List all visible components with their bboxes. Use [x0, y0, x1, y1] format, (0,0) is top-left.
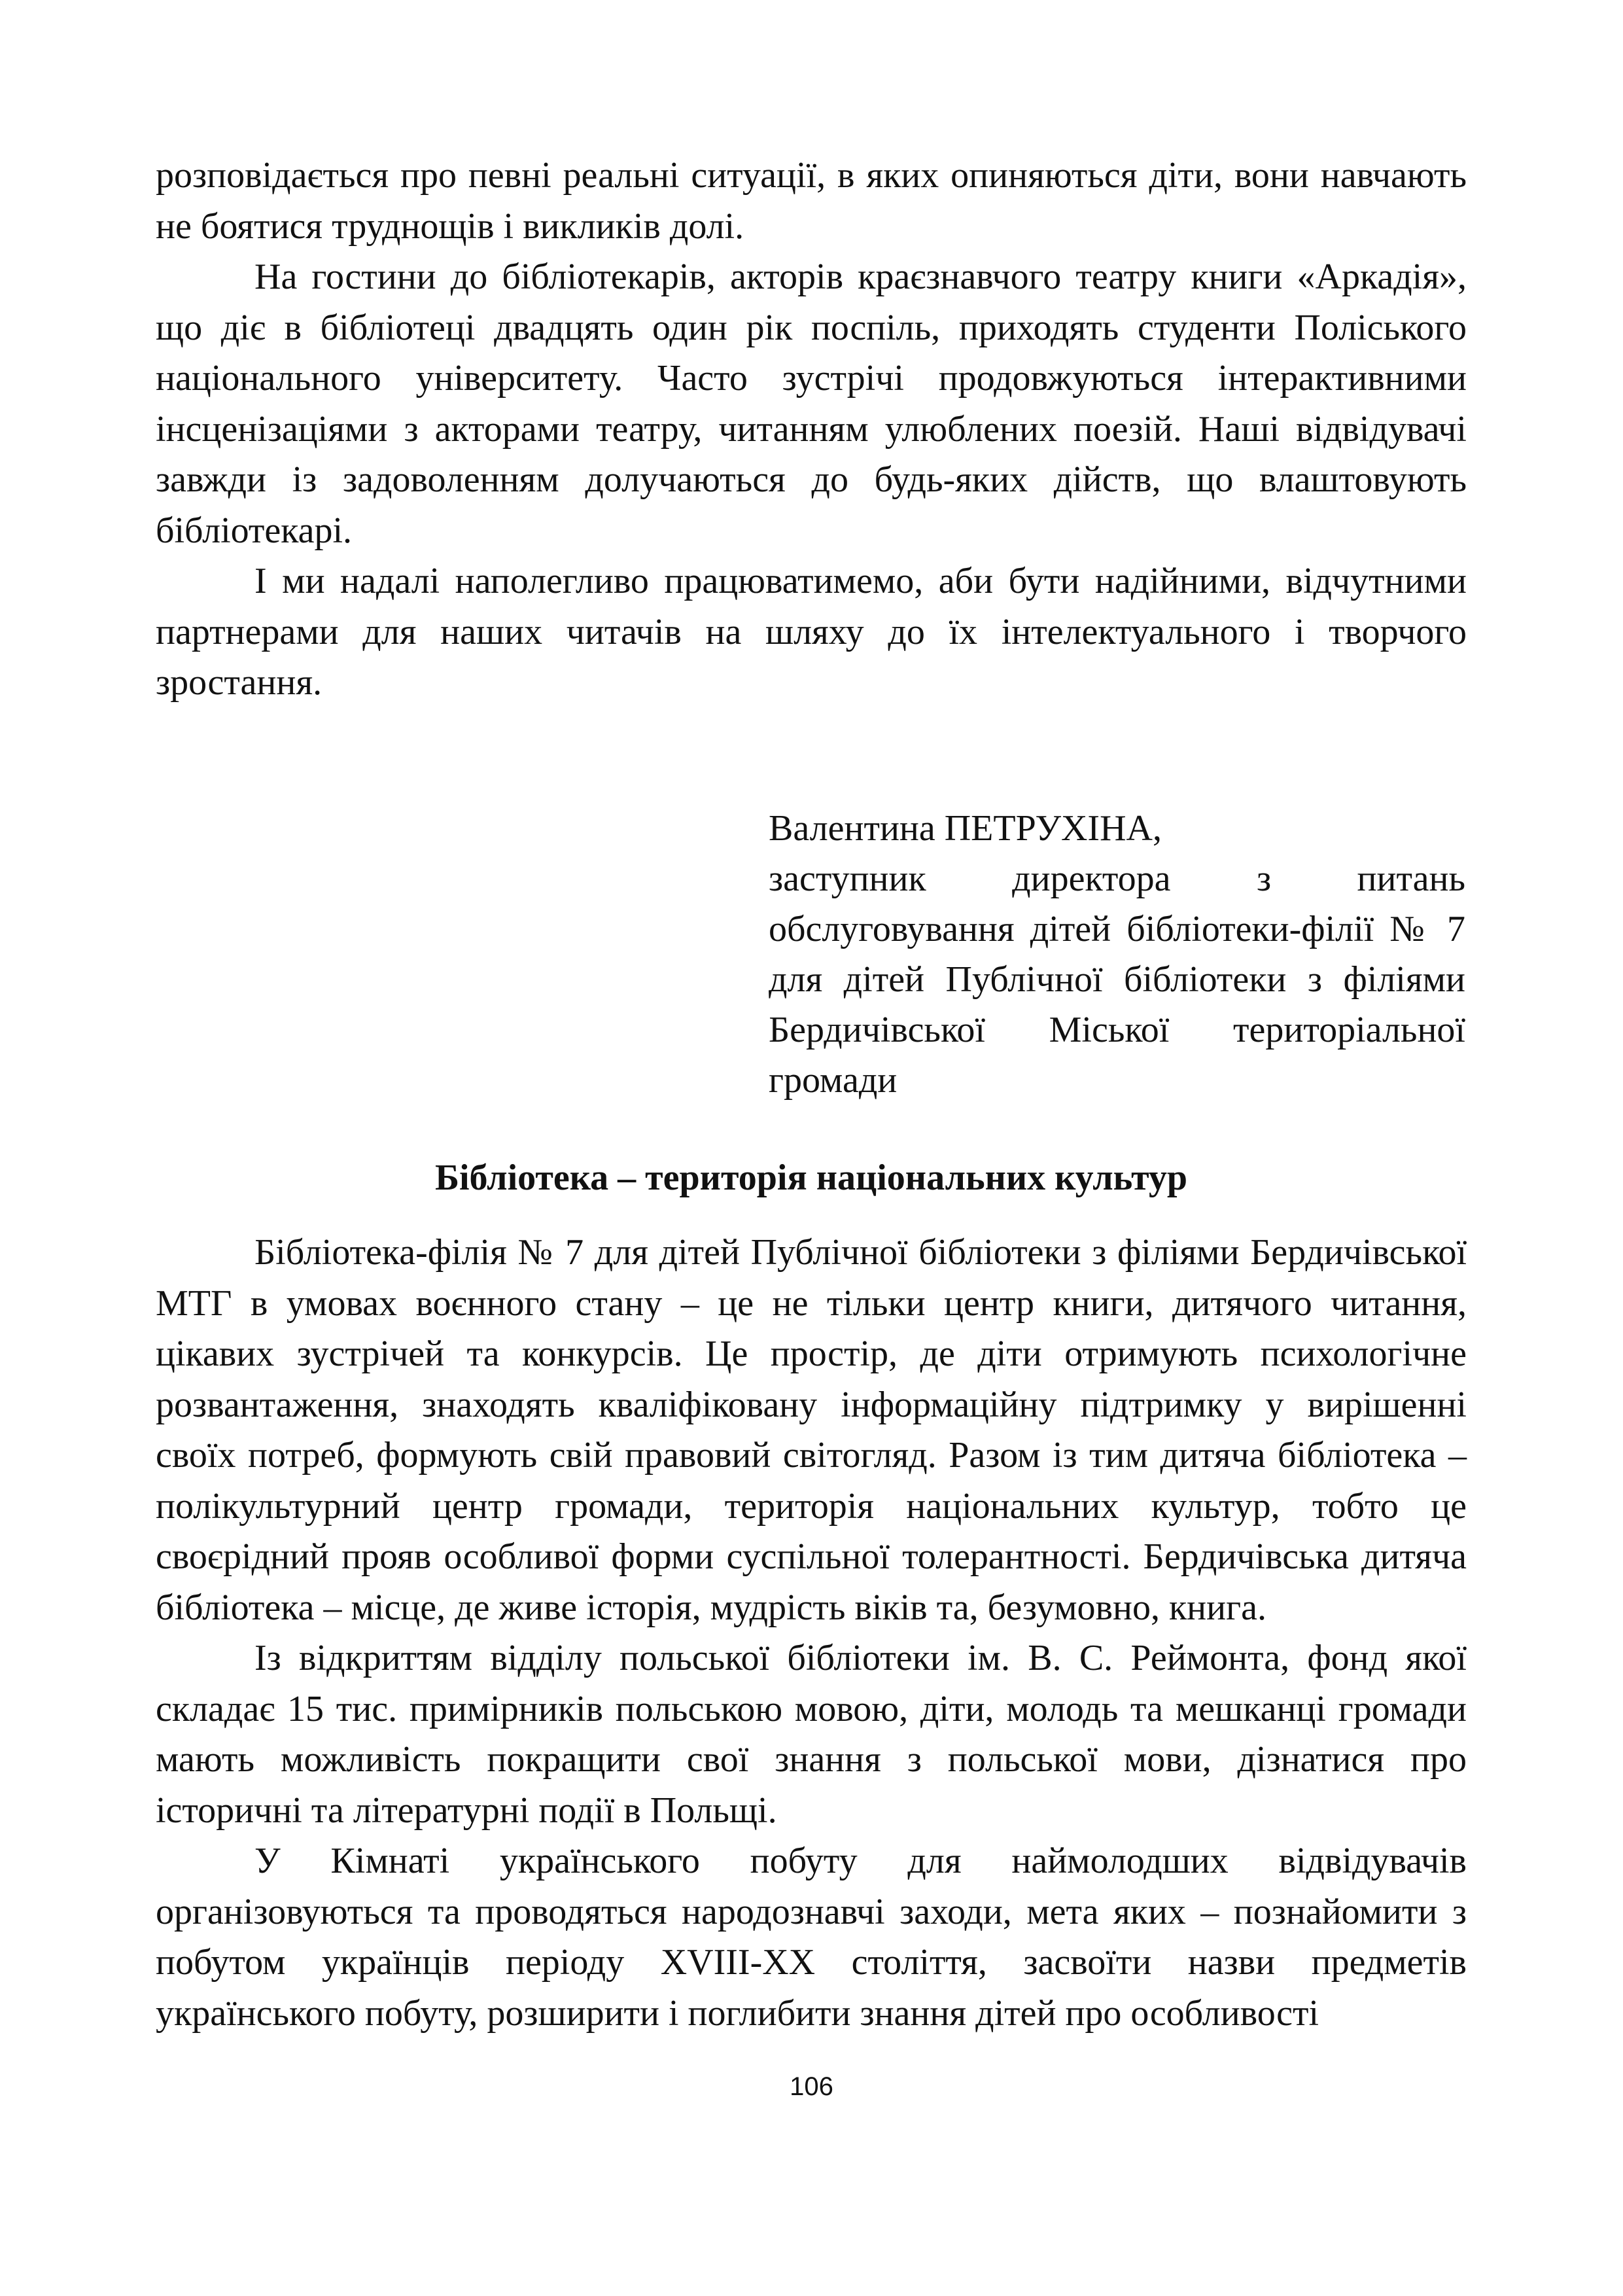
author-position: заступник директора з питань обслуговування дітей бібліотеки-філії № 7 для дітей Публічної бібліотеки з філіями Бердичівської Міської територіальної громади [769, 858, 1465, 1101]
paragraph-arcadia-theatre: На гостини до бібліотекарів, акторів краєзнавчого театру книги «Аркадія», що діє в бібліотеці двадцять один рік поспіль, приходять студенти Поліського національного університету. Часто зустрічі продовжуються інтерактивними інсценізаціями з акторами театру, читанням улюблених поезій. Наші відвідувачі завжди із задоволенням долучаються до будь-яких дійств, що влаштовують бібліотекарі. [156, 256, 1467, 551]
author-name: Валентина ПЕТРУХІНА, [769, 808, 1162, 849]
section-paragraph: Із відкриттям відділу польської бібліотеки ім. В. С. Реймонта, фонд якої складає 15 тис. примірників польською мовою, діти, молодь та мешканці громади мають можливість покращити свої знання з польської мови, дізнатися про історичні та літературні події в Польщі. [156, 1638, 1467, 1831]
article-end-text [156, 150, 1467, 709]
section-paragraph: Бібліотека-філія № 7 для дітей Публічної бібліотеки з філіями Бердичівської МТГ в умовах воєнного стану – це не тільки центр книги, дитячого читання, цікавих зустрічей та конкурсів. Це простір, де діти отримують психологічне розвантаження, знаходять кваліфіковану інформаційну підтримку у вирішенні своїх потреб, формують свій правовий світогляд. Разом із тим дитяча бібліотека – полікультурний центр громади, територія національних культур, тобто це своєрідний прояв особливої форми суспільної толерантності. Бердичівська дитяча бібліотека – місце, де живе історія, мудрість віків та, безумовно, книга. [156, 1232, 1467, 1628]
section-text [156, 1227, 1467, 2039]
paragraph-closing: І ми надалі наполегливо працюватимемо, аби бути надійними, відчутними партнерами для наших читачів на шляху до їх інтелектуального і творчого зростання. [156, 561, 1467, 703]
continuation-paragraph: розповідається про певні реальні ситуації, в яких опиняються діти, вони навчають не боятися труднощів і викликів долі. [156, 155, 1467, 247]
page-number: 106 [790, 2072, 833, 2101]
section-paragraph: У Кімнаті українського побуту для наймолодших відвідувачів організовуються та проводяться народознавчі заходи, мета яких – познайомити з побутом українців періоду XVIII-XX століття, засвоїти назви предметів українського побуту, розширити і поглибити знання дітей про особливості [156, 1841, 1467, 2034]
author-signature-block [769, 804, 1465, 1106]
section-title: Бібліотека – територія національних культур [434, 1157, 1188, 1198]
